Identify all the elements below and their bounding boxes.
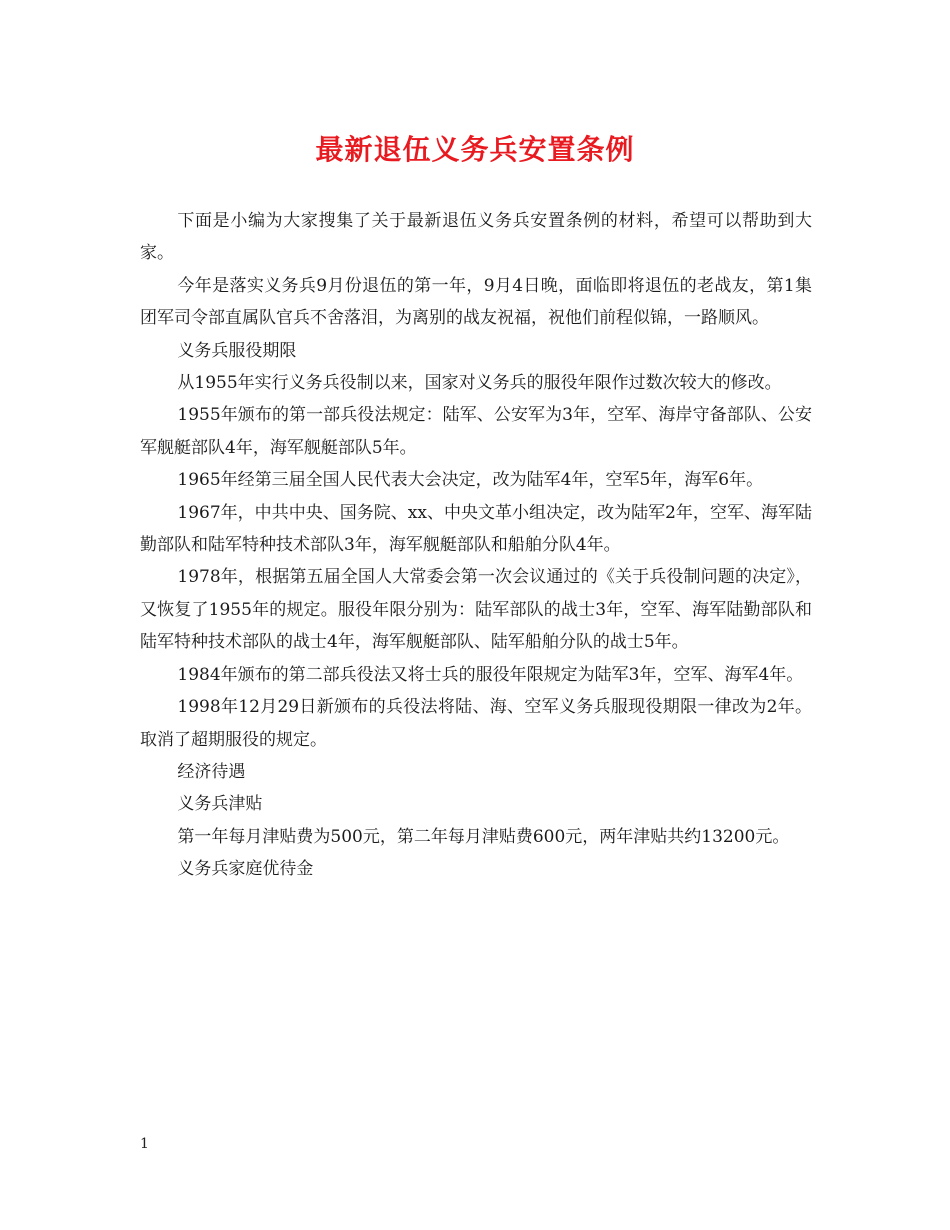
section-heading-economic: 经济待遇 bbox=[177, 761, 246, 782]
paragraph-1955: 1955年颁布的第一部兵役法规定：陆军、公安军为3年，空军、海岸守备部队、公安军舰艇部队4年，海军舰艇部队5年。 bbox=[140, 405, 812, 458]
paragraph-1998: 1998年12月29日新颁布的兵役法将陆、海、空军义务兵服现役期限一律改为2年。取消了超期服役的规定。 bbox=[140, 697, 812, 750]
paragraph-1967: 1967年，中共中央、国务院、xx、中央文革小组决定，改为陆军2年，空军、海军陆勤部队和陆军特种技术部队3年，海军舰艇部队和船舶分队4年。 bbox=[140, 502, 812, 556]
paragraph-retirement: 今年是落实义务兵9月份退伍的第一年，9月4日晚，面临即将退伍的老战友，第1集团军司令部直属队官兵不舍落泪，为离别的战友祝福，祝他们前程似锦，一路顺风。 bbox=[140, 275, 812, 329]
paragraph-1984: 1984年颁布的第二部兵役法又将士兵的服役年限规定为陆军3年，空军、海军4年。 bbox=[177, 664, 804, 685]
section-heading-service-period: 义务兵服役期限 bbox=[177, 340, 297, 361]
paragraph-1965: 1965年经第三届全国人民代表大会决定，改为陆军4年，空军5年，海军6年。 bbox=[177, 470, 764, 491]
paragraph-1978: 1978年，根据第五届全国人大常委会第一次会议通过的《关于兵役制问题的决定》，又恢复了1955年的规定。服役年限分别为：陆军部队的战士3年，空军、海军陆勤部队和陆军特种技术部队的战士4年，海军舰艇部队、陆军船舶分队的战士5年。 bbox=[140, 567, 812, 653]
section-heading-allowance: 义务兵津贴 bbox=[177, 794, 263, 815]
section-heading-family-benefit: 义务兵家庭优待金 bbox=[177, 859, 314, 880]
document-title: 最新退伍义务兵安置条例 bbox=[315, 133, 635, 166]
paragraph-intro: 下面是小编为大家搜集了关于最新退伍义务兵安置条例的材料，希望可以帮助到大家。 bbox=[140, 211, 812, 264]
paragraph-allowance: 第一年每月津贴费为500元，第二年每月津贴费600元，两年津贴共约13200元。 bbox=[177, 826, 790, 847]
page-number: 1 bbox=[140, 1136, 149, 1152]
paragraph-history: 从1955年实行义务兵役制以来，国家对义务兵的服役年限作过数次较大的修改。 bbox=[177, 373, 782, 394]
document-body bbox=[140, 205, 812, 886]
